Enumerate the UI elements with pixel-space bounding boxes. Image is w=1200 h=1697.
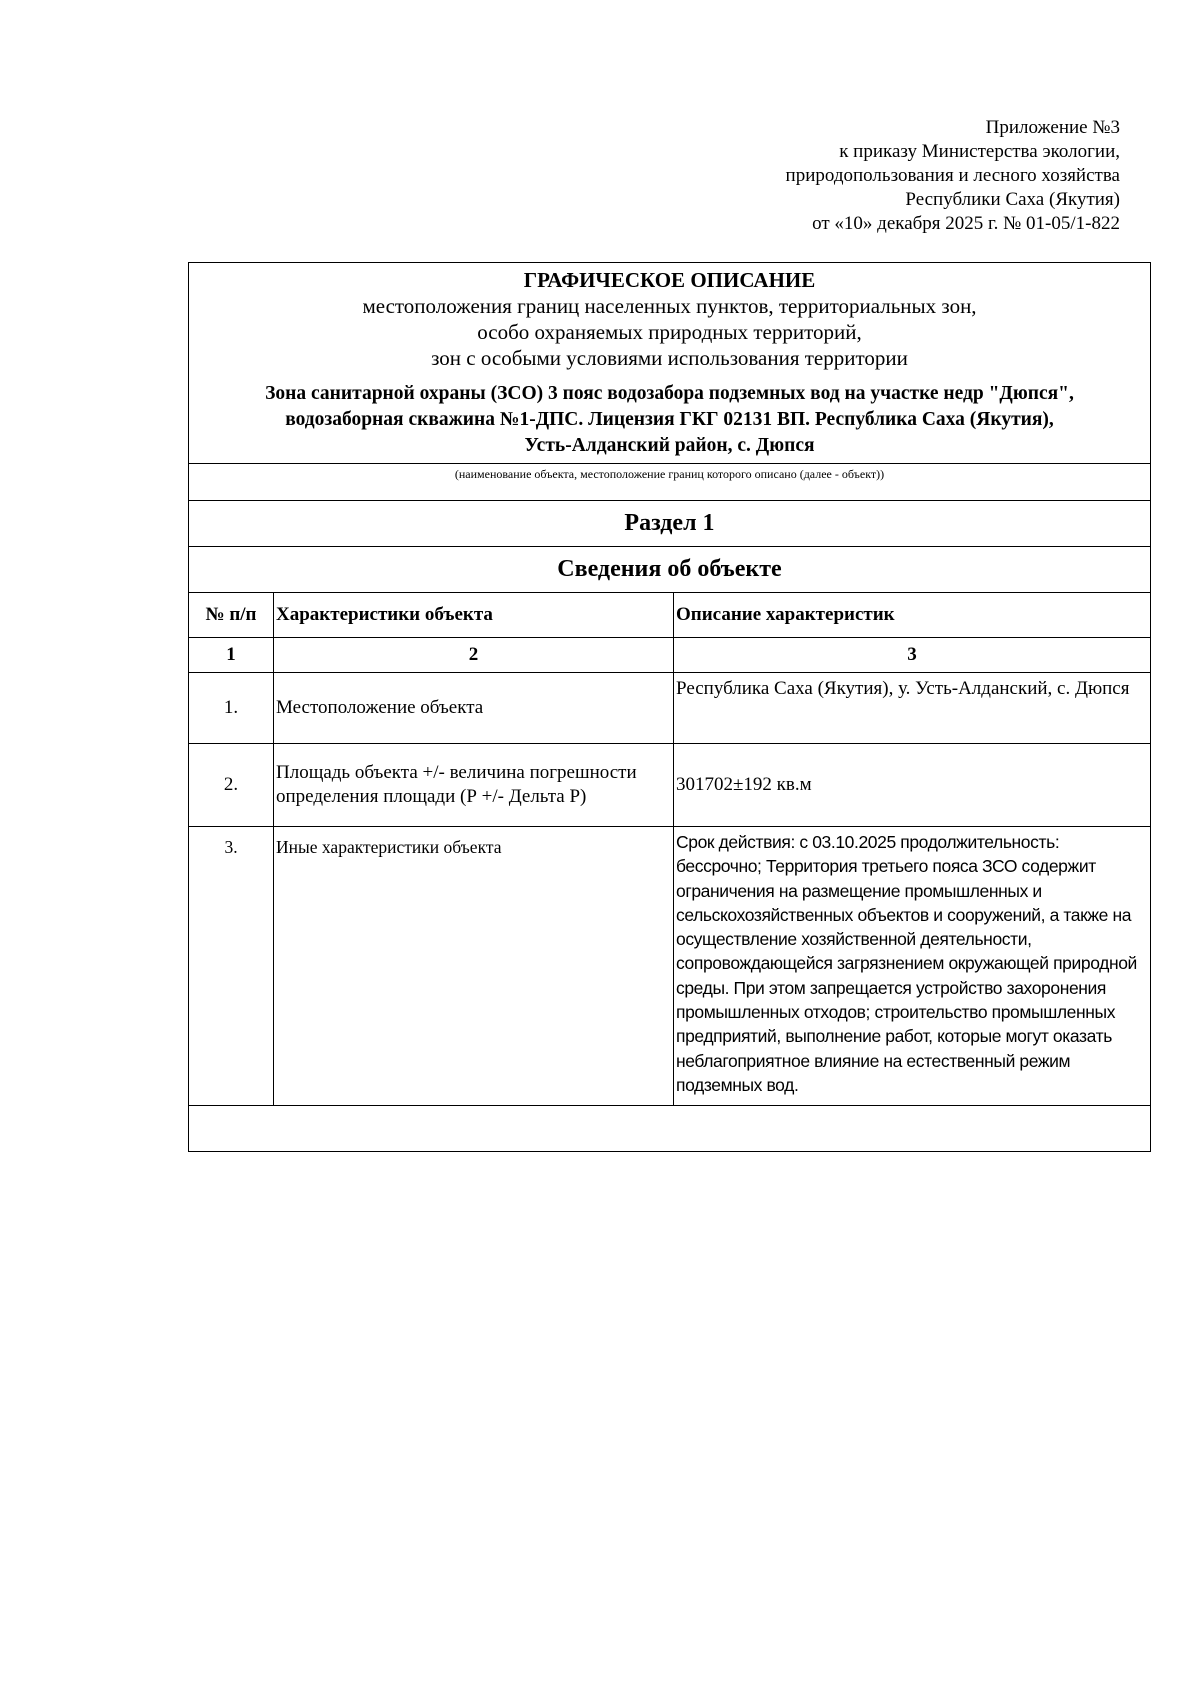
- document-header: [189, 263, 1151, 464]
- column-number: 1: [189, 638, 274, 673]
- row-number: 2.: [189, 744, 274, 827]
- empty-footer-cell: [189, 1106, 1151, 1152]
- table-row: [189, 744, 1151, 827]
- object-name-line: водозаборная скважина №1-ДПС. Лицензия ГКГ 02131 ВП. Республика Саха (Якутия),: [285, 409, 1054, 430]
- section-name: Сведения об объекте: [189, 547, 1151, 593]
- document-subtitle-line: особо охраняемых природных территорий,: [477, 320, 862, 344]
- appendix-line: Республики Саха (Якутия): [905, 189, 1120, 210]
- column-number-row: [189, 638, 1151, 673]
- appendix-block: [520, 116, 1120, 236]
- column-number: 3: [674, 638, 1151, 673]
- description-table: [188, 262, 1151, 1152]
- table-row: [189, 673, 1151, 744]
- appendix-line: природопользования и лесного хозяйства: [785, 165, 1120, 186]
- column-header: № п/п: [189, 593, 274, 638]
- section-title: Раздел 1: [189, 501, 1151, 547]
- table-row: [189, 827, 1151, 1106]
- row-characteristic: Площадь объекта +/- величина погрешности определения площади (Р +/- Дельта Р): [274, 744, 674, 827]
- row-characteristic: Иные характеристики объекта: [274, 827, 674, 1106]
- object-name: [189, 381, 1150, 459]
- column-number: 2: [274, 638, 674, 673]
- row-number: 1.: [189, 673, 274, 744]
- row-description: 301702±192 кв.м: [674, 744, 1151, 827]
- object-name-line: Усть-Алданский район, с. Дюпся: [524, 435, 815, 456]
- document-title: ГРАФИЧЕСКОЕ ОПИСАНИЕ: [523, 268, 816, 292]
- column-header: Описание характеристик: [674, 593, 1151, 638]
- document-subtitle-line: зон с особыми условиями использования территории: [431, 346, 908, 370]
- row-description: Срок действия: с 03.10.2025 продолжительность: бессрочно; Территория третьего пояса ЗСО содержит ограничения на размещение промышленных и сельскохозяйственных объектов и сооружений, а также на осуществление хозяйственной деятельности, сопровождающейся загрязнением окружающей природной среды. При этом запрещается устройство захоронения промышленных отходов; строительство промышленных предприятий, выполнение работ, которые могут оказать неблагоприятное влияние на естественный режим подземных вод.: [674, 827, 1151, 1106]
- appendix-line: от «10» декабря 2025 г. № 01-05/1-822: [812, 213, 1120, 234]
- object-name-line: Зона санитарной охраны (ЗСО) 3 пояс водозабора подземных вод на участке недр "Дюпся",: [265, 383, 1074, 404]
- document-subtitle-line: местоположения границ населенных пунктов, территориальных зон,: [362, 294, 977, 318]
- column-header-row: [189, 593, 1151, 638]
- appendix-line: к приказу Министерства экологии,: [839, 141, 1120, 162]
- column-header: Характеристики объекта: [274, 593, 674, 638]
- row-characteristic: Местоположение объекта: [274, 673, 674, 744]
- appendix-line: Приложение №3: [985, 117, 1120, 138]
- object-caption: (наименование объекта, местоположение границ которого описано (далее - объект)): [189, 464, 1151, 501]
- row-number: 3.: [189, 827, 274, 1106]
- row-description: Республика Саха (Якутия), у. Усть-Алданский, с. Дюпся: [674, 673, 1151, 744]
